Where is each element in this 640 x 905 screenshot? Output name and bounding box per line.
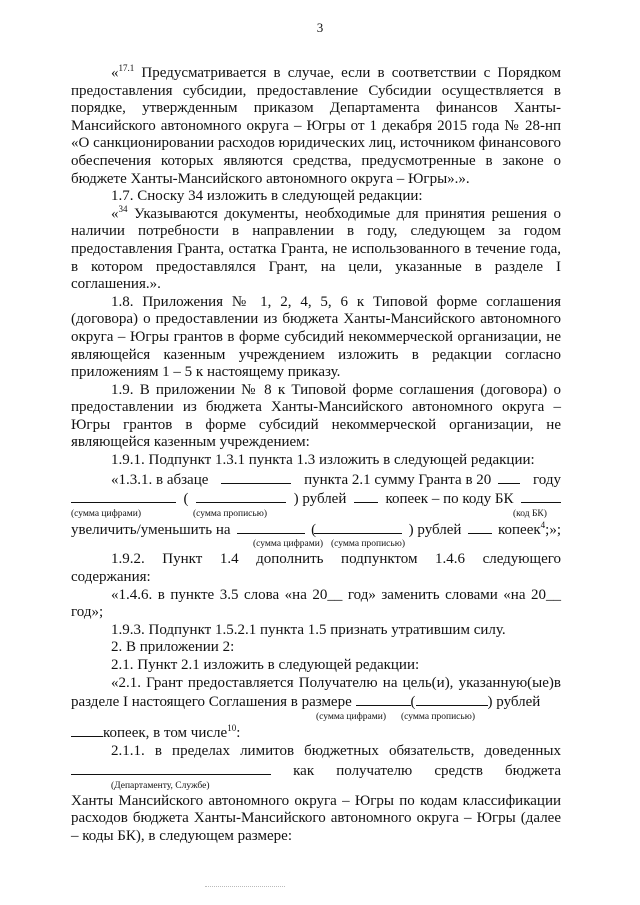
paragraph-1-9-3: 1.9.3. Подпункт 1.5.2.1 пункта 1.5 признать утратившим силу. bbox=[111, 621, 506, 638]
paragraph-grant: «2.1. Грант предоставляется Получателю на цель(и), указанную(ые)в разделе I настоящего Соглашения в размере ( ) рублей bbox=[71, 674, 561, 711]
paragraph-1-9-1: 1.9.1. Подпункт 1.3.1 пункта 1.3 изложить в следующей редакции: bbox=[111, 452, 535, 469]
captions-row-2: (сумма цифрами) (сумма прописью) bbox=[253, 539, 405, 550]
paragraph-2-1: 2.1. Пункт 2.1 изложить в следующей редакции: bbox=[111, 657, 420, 673]
form-line-1-3-1: «1.3.1. в абзаце пункта 2.1 сумму Гранта в 20 году bbox=[111, 471, 561, 488]
captions-row-1: (сумма цифрами) (сумма прописью) (код БК) bbox=[71, 508, 547, 519]
blank-change-digits bbox=[237, 520, 305, 534]
scan-artifact bbox=[205, 886, 285, 889]
page-number: 3 bbox=[316, 20, 324, 35]
blank-kopecks bbox=[354, 489, 378, 503]
blank-sum-digits bbox=[71, 489, 176, 503]
form-line-department: как получателю средств бюджета bbox=[71, 761, 561, 781]
captions-row-4: (Департаменту, Службе) bbox=[111, 780, 210, 791]
captions-row-3: (сумма цифрами) (сумма прописью) bbox=[316, 711, 475, 722]
footnote-17-1-paragraph: «$^{17.1}$ Предусматривается в случае, если в соответствии с Порядком предоставления субсидии, предоставление Субсидии осуществляется в порядке, утвержденным приказом Департамента финансов Ханты-Мансийского автономного округа – Югры от 1 декабря 2015 года № 28-нп «О санкционировании расходов юридических лиц, источником финансового обеспечения которых являются средства, предусмотренные в законе о бюджете Ханты-Мансийского автономного округа – Югры».». bbox=[71, 63, 561, 187]
form-line-kopecks: копеек, в том числе$^{10}$: bbox=[71, 723, 561, 743]
blank-change-words bbox=[314, 520, 402, 534]
footnote-ref: 34 bbox=[118, 203, 128, 214]
document-body bbox=[71, 65, 561, 845]
paragraph-2: 2. В приложении 2: bbox=[111, 639, 235, 656]
blank-paragraph bbox=[221, 470, 291, 484]
blank-department bbox=[71, 761, 271, 775]
blank-grant-digits bbox=[356, 692, 411, 706]
paragraph-1-9: 1.9. В приложении № 8 к Типовой форме соглашения (договора) о предоставлении из бюджета Ханты-Мансийского автономного округа – Югры грантов в форме субсидий некоммерческой организации, не являющейся казенным учреждением: bbox=[71, 381, 561, 451]
blank-bk bbox=[521, 489, 561, 503]
paragraph-1-4-6: «1.4.6. в пункте 3.5 слова «на 20__ год» заменить словами «на 20__ год»; bbox=[71, 586, 561, 621]
footnote-34-paragraph: «$^{34}$ Указываются документы, необходимые для принятия решения о наличии потребности в направлении в году, следующем за годом предоставления Гранта, остатка Гранта, не использованного в течение года, в котором предоставлялся Грант, на цели, указанные в разделе I соглашения.». bbox=[71, 203, 561, 293]
paragraph-1-7: 1.7. Сноску 34 изложить в следующей редакции: bbox=[111, 188, 423, 205]
footnote-ref: 17.1 bbox=[118, 63, 135, 73]
paragraph-2-1-1: 2.1.1. в пределах лимитов бюджетных обязательств, доведенных bbox=[111, 743, 561, 760]
blank-change-kopecks bbox=[468, 520, 492, 534]
paragraph-1-8: 1.8. Приложения № 1, 2, 4, 5, 6 к Типовой форме соглашения (договора) о предоставлении из бюджета Ханты-Мансийского автономного округа – Югры грантов в форме субсидий некоммерческой организации, не являющейся казенным учреждением изложить в редакции согласно приложениям 1 – 5 к настоящему приказу. bbox=[71, 293, 561, 381]
form-line-amount: ( ) рублей копеек – по коду БК bbox=[71, 489, 561, 509]
blank-year bbox=[498, 470, 520, 484]
blank-grant-kopecks bbox=[71, 723, 103, 737]
form-line-change: увеличить/уменьшить на ( ) рублей копеек$^4$;»; bbox=[71, 519, 561, 538]
blank-grant-words bbox=[416, 692, 488, 706]
paragraph-1-9-2: 1.9.2. Пункт 1.4 дополнить подпунктом 1.4.6 следующего содержания: bbox=[71, 551, 561, 586]
paragraph-2-1-1-rest: Ханты Мансийского автономного округа – Югры по кодам классификации расходов бюджета Ханты-Мансийского автономного округа – Югры (далее – коды БК), в следующем размере: bbox=[71, 792, 561, 844]
blank-sum-words bbox=[196, 489, 286, 503]
